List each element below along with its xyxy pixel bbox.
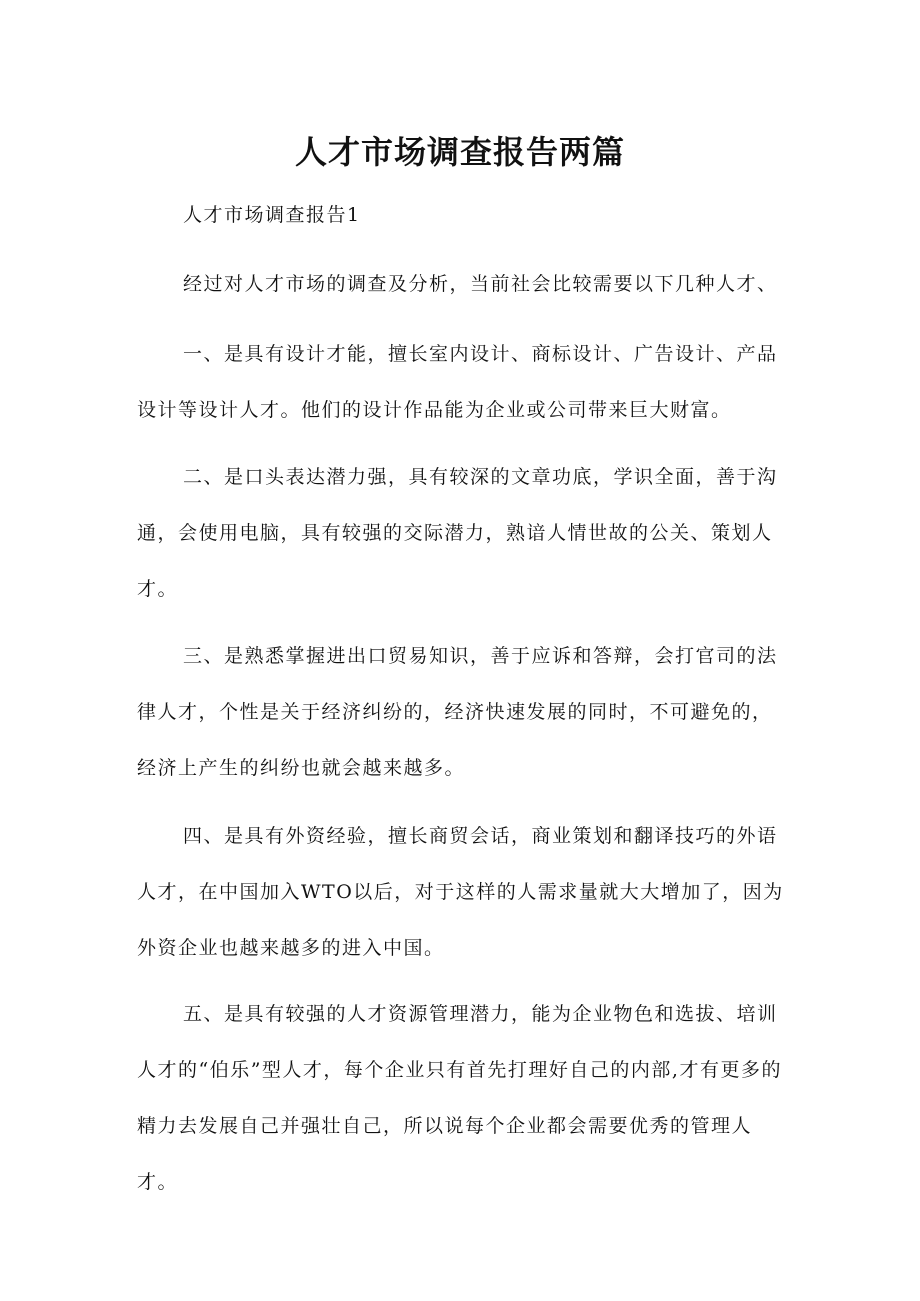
document-subtitle: 人才市场调查报告1 (183, 204, 361, 226)
paragraph-foreign-language-talent: 四、是具有外资经验，擅长商贸会话，商业策划和翻译技巧的外语人才，在中国加入WTO以后，对于这样的人需求量就大大增加了，因为外资企业也越来越多的进入中国。 (137, 825, 784, 959)
paragraph-design-talent: 一、是具有设计才能，擅长室内设计、商标设计、广告设计、产品设计等设计人才。他们的设计作品能为企业或公司带来巨大财富。 (137, 343, 778, 421)
paragraph-legal-talent: 三、是熟悉掌握进出口贸易知识，善于应诉和答辩，会打官司的法律人才，个性是关于经济纠纷的，经济快速发展的同时，不可避免的，经济上产生的纠纷也就会越来越多。 (137, 645, 778, 779)
document-title: 人才市场调查报告两篇 (294, 133, 625, 171)
paragraph-intro: 经过对人才市场的调查及分析，当前社会比较需要以下几种人才、 (183, 273, 778, 295)
paragraph-pr-talent: 二、是口头表达潜力强，具有较深的文章功底，学识全面，善于沟通，会使用电脑，具有较强的交际潜力，熟谙人情世故的公关、策划人才。 (137, 466, 778, 600)
paragraph-management-talent: 五、是具有较强的人才资源管理潜力，能为企业物色和选拔、培训人才的“伯乐”型人才，每个企业只有首先打理好自己的内部,才有更多的精力去发展自己并强壮自己，所以说每个企业都会需要优秀的管理人才。 (137, 1003, 782, 1193)
